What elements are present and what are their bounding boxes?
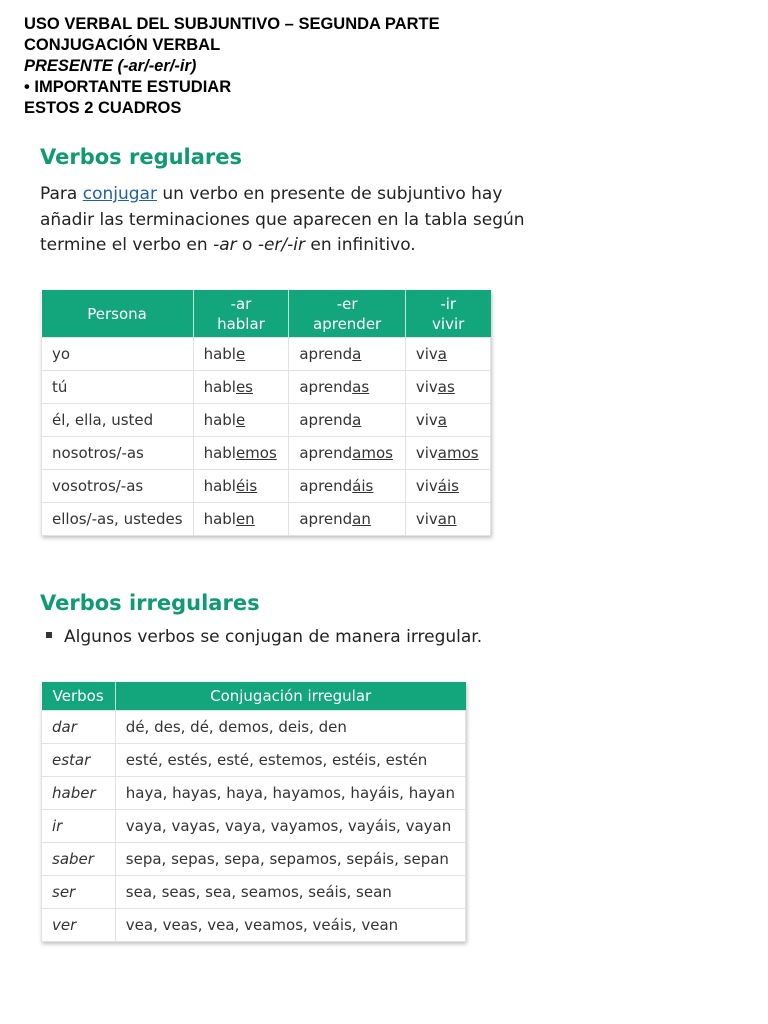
verb-cell: dar (42, 711, 116, 744)
verb-stem: habl (203, 510, 236, 528)
verb-ending: áis (352, 477, 374, 495)
verb-stem: habl (203, 378, 236, 396)
conjugation-cell: vaya, vayas, vaya, vayamos, vayáis, vayan (115, 810, 465, 843)
verb-stem: viv (415, 477, 438, 495)
header-line-2: CONJUGACIÓN VERBAL (24, 36, 221, 54)
verb-stem: viv (415, 378, 438, 396)
document-header (24, 14, 744, 119)
verb-stem: viv (415, 510, 438, 528)
verb-cell: haber (42, 777, 116, 810)
verb-ending: emos (235, 444, 277, 462)
persona-cell: nosotros/-as (42, 437, 194, 470)
col-header-line2: hablar (217, 314, 265, 333)
col-header-line2: vivir (432, 314, 465, 333)
aprender-cell (289, 503, 406, 536)
aprender-cell (289, 470, 406, 503)
regulares-col-header (405, 290, 490, 338)
bullet-square-icon (46, 632, 52, 638)
table-row (42, 777, 466, 810)
conjugation-cell: haya, hayas, haya, hayamos, hayáis, hayan (115, 777, 465, 810)
conjugation-cell: sepa, sepas, sepa, sepamos, sepáis, sepan (115, 843, 465, 876)
conjugation-cell: sea, seas, sea, seamos, seáis, sean (115, 876, 465, 909)
hablar-cell (193, 371, 289, 404)
hablar-cell (193, 437, 289, 470)
verb-stem: aprend (299, 378, 353, 396)
header-line-4: • IMPORTANTE ESTUDIAR (24, 78, 232, 96)
col-header-line1: -er (336, 294, 358, 313)
irregulares-title: Verbos irregulares (40, 591, 260, 615)
regulares-table (41, 290, 491, 536)
col-header-line1: Persona (87, 304, 147, 323)
verb-ending: a (352, 411, 362, 429)
persona-cell: él, ella, usted (42, 404, 194, 437)
table-row (42, 470, 491, 503)
verb-ending: an (352, 510, 371, 528)
irregulares-col-header: Verbos (42, 682, 116, 711)
table-row (42, 711, 466, 744)
verb-ending: a (437, 411, 447, 429)
verb-stem: aprend (299, 444, 353, 462)
persona-cell: vosotros/-as (42, 470, 194, 503)
header-line-1: USO VERBAL DEL SUBJUNTIVO – SEGUNDA PARTE (24, 15, 440, 33)
intro-text-end: en infinitivo. (305, 235, 416, 255)
table-row (42, 810, 466, 843)
verb-ending: áis (437, 477, 459, 495)
verb-ending: amos (437, 444, 479, 462)
irregulares-header-row (42, 682, 466, 711)
verb-stem: viv (415, 345, 438, 363)
table-row (42, 876, 466, 909)
conjugation-cell: dé, des, dé, demos, deis, den (115, 711, 465, 744)
verb-ending: en (235, 510, 255, 528)
verb-ending: amos (352, 444, 393, 462)
vivir-cell (405, 404, 490, 437)
vivir-cell (405, 338, 490, 371)
verb-ending: as (352, 378, 370, 396)
verb-ending: as (437, 378, 455, 396)
persona-cell: yo (42, 338, 194, 371)
table-row (42, 909, 466, 942)
regulares-col-header (193, 290, 289, 338)
verb-stem: habl (203, 477, 236, 495)
intro-erir: -er/-ir (257, 235, 306, 255)
aprender-cell (289, 338, 406, 371)
col-header-line1: -ir (440, 294, 457, 313)
aprender-cell (289, 437, 406, 470)
verb-stem: aprend (299, 411, 353, 429)
table-row (42, 437, 491, 470)
persona-cell: tú (42, 371, 194, 404)
conjugar-link[interactable]: conjugar (82, 184, 157, 204)
header-line-3: PRESENTE (-ar/-er/-ir) (24, 57, 197, 75)
table-row (42, 843, 466, 876)
intro-o: o (236, 235, 258, 255)
table-row (42, 503, 491, 536)
verb-stem: viv (415, 444, 438, 462)
verb-cell: ser (42, 876, 116, 909)
verb-stem: aprend (299, 477, 353, 495)
verb-cell: ver (42, 909, 116, 942)
aprender-cell (289, 404, 406, 437)
intro-text-mid: un verbo en presente de subjuntivo hay añadir las terminaciones que aparecen en la tabla según termine el verbo en (40, 184, 525, 255)
bullet-text: Algunos verbos se conjugan de manera irregular. (64, 627, 483, 647)
verb-stem: habl (203, 444, 236, 462)
verb-stem: habl (203, 411, 236, 429)
col-header-line1: -ar (230, 294, 252, 313)
verb-cell: estar (42, 744, 116, 777)
aprender-cell (289, 371, 406, 404)
regulares-col-header (289, 290, 406, 338)
irregulares-table (41, 682, 466, 942)
header-line-5: ESTOS 2 CUADROS (24, 99, 182, 117)
verb-stem: viv (415, 411, 438, 429)
vivir-cell (405, 503, 490, 536)
regulares-col-header (42, 290, 194, 338)
hablar-cell (193, 338, 289, 371)
verb-ending: an (437, 510, 457, 528)
intro-ar: -ar (213, 235, 237, 255)
verb-cell: ir (42, 810, 116, 843)
hablar-cell (193, 503, 289, 536)
verb-stem: aprend (299, 510, 353, 528)
verb-stem: habl (203, 345, 236, 363)
regulares-header-row (42, 290, 491, 338)
hablar-cell (193, 404, 289, 437)
hablar-cell (193, 470, 289, 503)
vivir-cell (405, 371, 490, 404)
col-header-line2: aprender (313, 314, 382, 333)
table-row (42, 404, 491, 437)
irregulares-bullet (46, 627, 482, 647)
conjugation-cell: esté, estés, esté, estemos, estéis, estén (115, 744, 465, 777)
verb-stem: aprend (299, 345, 353, 363)
verb-ending: éis (235, 477, 258, 495)
regulares-intro (40, 182, 560, 259)
regulares-title: Verbos regulares (40, 145, 243, 169)
verb-cell: saber (42, 843, 116, 876)
irregulares-col-header: Conjugación irregular (115, 682, 465, 711)
vivir-cell (405, 470, 490, 503)
intro-text-pre: Para (40, 184, 83, 204)
verb-ending: a (437, 345, 447, 363)
table-row (42, 371, 491, 404)
table-row (42, 744, 466, 777)
verb-ending: a (352, 345, 362, 363)
verb-ending: e (235, 411, 246, 429)
persona-cell: ellos/-as, ustedes (42, 503, 194, 536)
verb-ending: e (235, 345, 246, 363)
conjugation-cell: vea, veas, vea, veamos, veáis, vean (115, 909, 465, 942)
verb-ending: es (235, 378, 253, 396)
vivir-cell (405, 437, 490, 470)
table-row (42, 338, 491, 371)
